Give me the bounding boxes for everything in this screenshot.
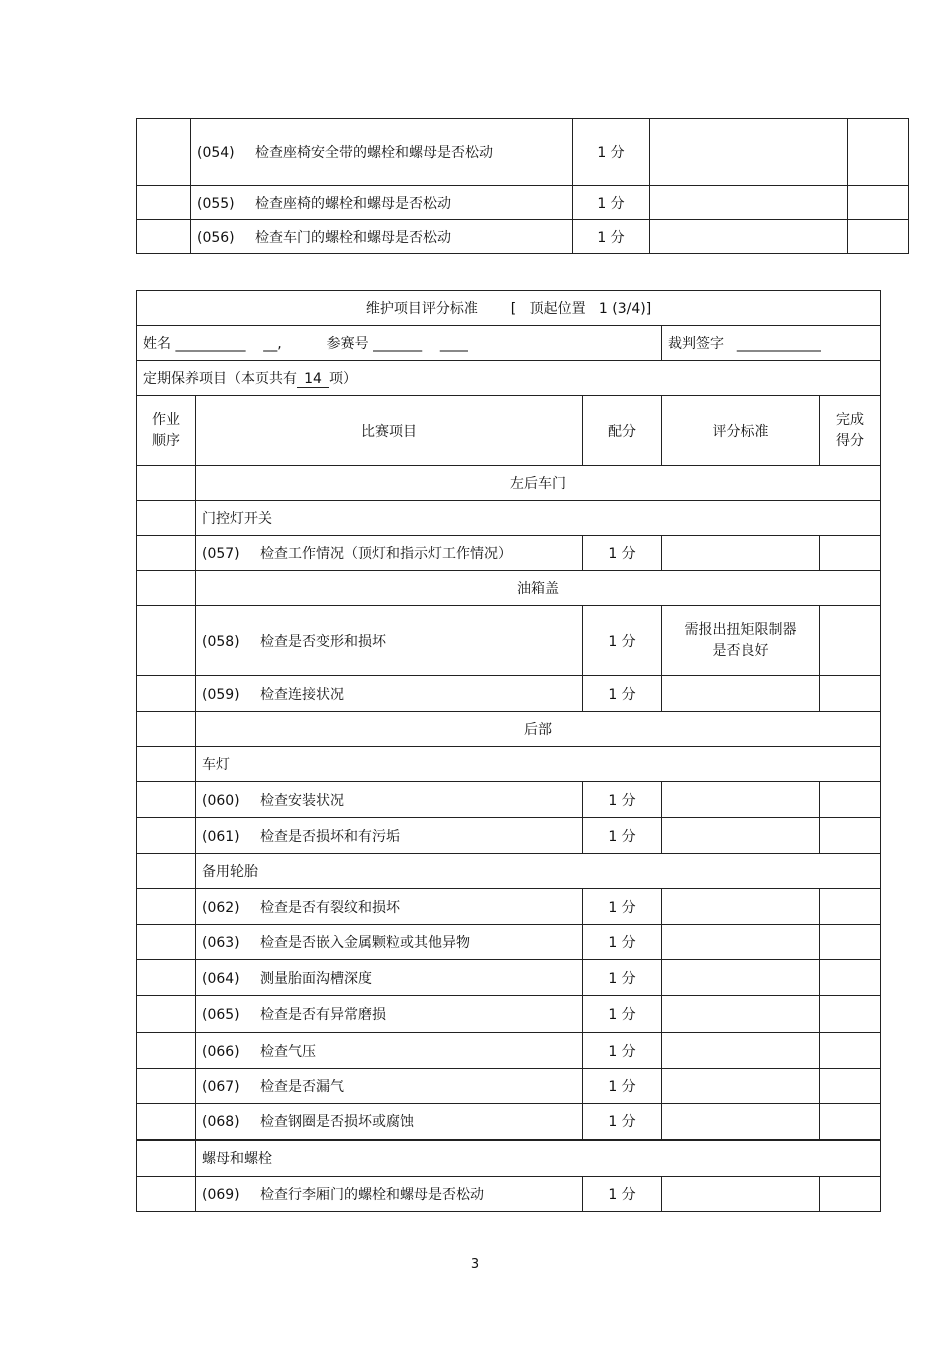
title-row bbox=[137, 291, 881, 326]
item-header: 比赛项目 bbox=[196, 396, 583, 466]
name-entry-cell bbox=[137, 326, 662, 361]
seq-cell bbox=[137, 782, 196, 818]
criteria-cell bbox=[662, 889, 820, 925]
points-cell: 1 分 bbox=[583, 1033, 662, 1069]
item-cell bbox=[196, 1033, 583, 1069]
score-header-line1: 完成 bbox=[836, 411, 865, 428]
table-row bbox=[137, 1177, 881, 1212]
group-heading: 螺母和螺栓 bbox=[196, 1140, 881, 1177]
item-text: 检查座椅安全带的螺栓和螺母是否松动 bbox=[255, 145, 493, 161]
criteria-cell bbox=[662, 606, 820, 676]
points-cell: 1 分 bbox=[583, 606, 662, 676]
item-code: (056) bbox=[197, 229, 235, 246]
seq-cell bbox=[137, 1104, 196, 1140]
item-code: (057) bbox=[202, 546, 240, 562]
table-row bbox=[137, 1069, 881, 1104]
seq-cell bbox=[137, 501, 196, 536]
points-cell: 1 分 bbox=[583, 782, 662, 818]
item-cell bbox=[191, 119, 573, 186]
group-heading: 车灯 bbox=[196, 747, 881, 782]
section-row bbox=[137, 571, 881, 606]
item-text: 检查是否有异常磨损 bbox=[260, 1007, 386, 1023]
entry-label: 参赛号 bbox=[326, 336, 369, 352]
table-row bbox=[137, 782, 881, 818]
score-header-line2: 得分 bbox=[836, 432, 865, 449]
score-cell[interactable] bbox=[820, 606, 881, 676]
score-cell[interactable] bbox=[820, 1069, 881, 1104]
item-text: 检查是否有裂纹和损坏 bbox=[260, 899, 400, 916]
criteria-cell bbox=[662, 818, 820, 854]
table-row bbox=[137, 996, 881, 1033]
score-cell[interactable] bbox=[820, 536, 881, 571]
seq-cell bbox=[137, 889, 196, 925]
item-text: 检查是否漏气 bbox=[260, 1079, 344, 1095]
points-header: 配分 bbox=[583, 396, 662, 466]
criteria-cell bbox=[662, 1033, 820, 1069]
points-cell: 1 分 bbox=[573, 186, 650, 220]
table-row bbox=[137, 889, 881, 925]
points-cell: 1 分 bbox=[583, 536, 662, 571]
scope-prefix: 定期保养项目（本页共有 bbox=[143, 371, 297, 387]
item-code: (067) bbox=[202, 1079, 240, 1095]
item-code: (068) bbox=[202, 1114, 240, 1131]
criteria-cell bbox=[662, 1104, 820, 1140]
seq-cell bbox=[137, 712, 196, 747]
criteria-cell bbox=[662, 782, 820, 818]
seq-cell bbox=[137, 960, 196, 996]
item-text: 检查是否损坏和有污垢 bbox=[260, 828, 400, 845]
score-cell[interactable] bbox=[820, 996, 881, 1033]
score-header bbox=[820, 396, 881, 466]
table-row bbox=[137, 220, 909, 254]
section-heading: 油箱盖 bbox=[196, 571, 881, 606]
seq-cell bbox=[137, 220, 191, 254]
points-cell: 1 分 bbox=[583, 960, 662, 996]
table-row bbox=[137, 119, 909, 186]
points-cell: 1 分 bbox=[583, 925, 662, 960]
seq-header-line1: 作业 bbox=[152, 411, 180, 428]
seq-cell bbox=[137, 854, 196, 889]
seq-cell bbox=[137, 571, 196, 606]
seq-cell bbox=[137, 747, 196, 782]
page-number: 3 bbox=[470, 1257, 480, 1272]
sheet-title-text: 维护项目评分标准 bbox=[365, 301, 478, 317]
score-cell[interactable] bbox=[820, 782, 881, 818]
item-text: 检查工作情况（顶灯和指示灯工作情况） bbox=[260, 546, 512, 562]
seq-cell bbox=[137, 466, 196, 501]
seq-header bbox=[137, 396, 196, 466]
seq-cell bbox=[137, 536, 196, 571]
item-code: (060) bbox=[202, 792, 240, 809]
item-text: 检查钢圈是否损坏或腐蚀 bbox=[260, 1114, 414, 1131]
item-text: 检查安装状况 bbox=[260, 792, 344, 809]
table-row bbox=[137, 1104, 881, 1140]
points-cell: 1 分 bbox=[583, 1069, 662, 1104]
points-cell: 1 分 bbox=[573, 119, 650, 186]
judge-cell bbox=[662, 326, 881, 361]
criteria-cell bbox=[662, 676, 820, 712]
group-row bbox=[137, 854, 881, 889]
header-row bbox=[137, 396, 881, 466]
item-code: (062) bbox=[202, 899, 240, 916]
table-row bbox=[137, 676, 881, 712]
name-field[interactable]: __________ __, bbox=[175, 336, 282, 352]
scope-row bbox=[137, 361, 881, 396]
points-cell: 1 分 bbox=[583, 889, 662, 925]
points-cell: 1 分 bbox=[583, 996, 662, 1033]
table-row bbox=[137, 536, 881, 571]
score-cell bbox=[848, 220, 909, 254]
group-heading: 备用轮胎 bbox=[196, 854, 881, 889]
table-row bbox=[137, 818, 881, 854]
seq-cell bbox=[137, 1069, 196, 1104]
score-cell[interactable] bbox=[820, 818, 881, 854]
criteria-cell bbox=[662, 536, 820, 571]
criteria-header: 评分标准 bbox=[662, 396, 820, 466]
table-row bbox=[137, 925, 881, 960]
item-text: 检查连接状况 bbox=[260, 686, 344, 703]
item-text: 检查气压 bbox=[260, 1043, 316, 1060]
item-code: (054) bbox=[197, 145, 235, 161]
sheet-title bbox=[137, 291, 881, 326]
score-cell[interactable] bbox=[820, 1177, 881, 1212]
judge-signature-field[interactable]: ____________ bbox=[736, 336, 821, 352]
item-cell bbox=[196, 889, 583, 925]
item-code: (061) bbox=[202, 828, 240, 845]
criteria-cell bbox=[650, 220, 848, 254]
score-cell[interactable] bbox=[820, 1104, 881, 1140]
points-cell: 1 分 bbox=[573, 220, 650, 254]
points-cell: 1 分 bbox=[583, 818, 662, 854]
item-cell bbox=[196, 536, 583, 571]
item-cell bbox=[196, 606, 583, 676]
criteria-cell bbox=[662, 1069, 820, 1104]
item-text: 检查是否变形和损坏 bbox=[260, 633, 386, 650]
table-row bbox=[137, 1033, 881, 1069]
item-text: 检查座椅的螺栓和螺母是否松动 bbox=[255, 195, 451, 212]
seq-cell bbox=[137, 606, 196, 676]
item-cell bbox=[196, 925, 583, 960]
group-row bbox=[137, 747, 881, 782]
seq-cell bbox=[137, 925, 196, 960]
item-count: 14 bbox=[297, 371, 329, 388]
score-cell[interactable] bbox=[820, 960, 881, 996]
info-row bbox=[137, 326, 881, 361]
section-heading: 后部 bbox=[196, 712, 881, 747]
seq-cell bbox=[137, 1140, 196, 1177]
score-cell[interactable] bbox=[820, 676, 881, 712]
seq-cell bbox=[137, 119, 191, 186]
group-row bbox=[137, 501, 881, 536]
item-code: (065) bbox=[202, 1007, 240, 1023]
table-row bbox=[137, 186, 909, 220]
item-code: (055) bbox=[197, 195, 235, 212]
score-cell[interactable] bbox=[820, 925, 881, 960]
seq-cell bbox=[137, 676, 196, 712]
item-cell bbox=[196, 996, 583, 1033]
criteria-line2: 是否良好 bbox=[712, 642, 769, 659]
lift-position: [ 顶起位置 1 (3/4)] bbox=[510, 301, 652, 317]
criteria-cell bbox=[662, 925, 820, 960]
item-text: 测量胎面沟槽深度 bbox=[260, 970, 372, 987]
seq-header-line2: 顺序 bbox=[152, 432, 180, 449]
item-cell bbox=[196, 1104, 583, 1140]
item-code: (069) bbox=[202, 1187, 240, 1203]
seq-cell bbox=[137, 996, 196, 1033]
score-cell bbox=[848, 186, 909, 220]
item-cell bbox=[196, 676, 583, 712]
seq-cell bbox=[137, 1033, 196, 1069]
group-heading: 门控灯开关 bbox=[196, 501, 881, 536]
seq-cell bbox=[137, 1177, 196, 1212]
item-cell bbox=[196, 818, 583, 854]
item-cell bbox=[191, 220, 573, 254]
item-cell bbox=[196, 1069, 583, 1104]
seq-cell bbox=[137, 818, 196, 854]
item-text: 检查车门的螺栓和螺母是否松动 bbox=[255, 229, 451, 246]
criteria-cell bbox=[662, 1177, 820, 1212]
scope-suffix: 项） bbox=[329, 371, 357, 387]
scope-cell bbox=[137, 361, 881, 396]
table-row bbox=[137, 606, 881, 676]
item-code: (063) bbox=[202, 935, 240, 951]
item-code: (064) bbox=[202, 970, 240, 987]
points-cell: 1 分 bbox=[583, 1104, 662, 1140]
section-row bbox=[137, 712, 881, 747]
item-text: 检查行李厢门的螺栓和螺母是否松动 bbox=[260, 1187, 484, 1203]
score-cell[interactable] bbox=[820, 1033, 881, 1069]
judge-label: 裁判签字 bbox=[668, 336, 724, 352]
criteria-cell bbox=[650, 119, 848, 186]
criteria-cell bbox=[662, 996, 820, 1033]
name-label: 姓名 bbox=[143, 336, 171, 352]
criteria-line1: 需报出扭矩限制器 bbox=[684, 621, 797, 638]
continuation-table bbox=[136, 118, 909, 254]
item-text: 检查是否嵌入金属颗粒或其他异物 bbox=[260, 935, 470, 951]
scoring-table bbox=[136, 290, 881, 1212]
section-row bbox=[137, 466, 881, 501]
section-heading: 左后车门 bbox=[196, 466, 881, 501]
score-cell[interactable] bbox=[820, 889, 881, 925]
score-cell bbox=[848, 119, 909, 186]
criteria-cell bbox=[662, 960, 820, 996]
criteria-cell bbox=[650, 186, 848, 220]
item-cell bbox=[196, 1177, 583, 1212]
item-code: (059) bbox=[202, 686, 240, 703]
seq-cell bbox=[137, 186, 191, 220]
item-cell bbox=[196, 782, 583, 818]
item-cell bbox=[196, 960, 583, 996]
entry-number-field[interactable]: _______ ____ bbox=[373, 336, 468, 352]
group-row bbox=[137, 1140, 881, 1177]
table-row bbox=[137, 960, 881, 996]
points-cell: 1 分 bbox=[583, 1177, 662, 1212]
item-code: (058) bbox=[202, 633, 240, 650]
item-cell bbox=[191, 186, 573, 220]
item-code: (066) bbox=[202, 1043, 240, 1060]
points-cell: 1 分 bbox=[583, 676, 662, 712]
